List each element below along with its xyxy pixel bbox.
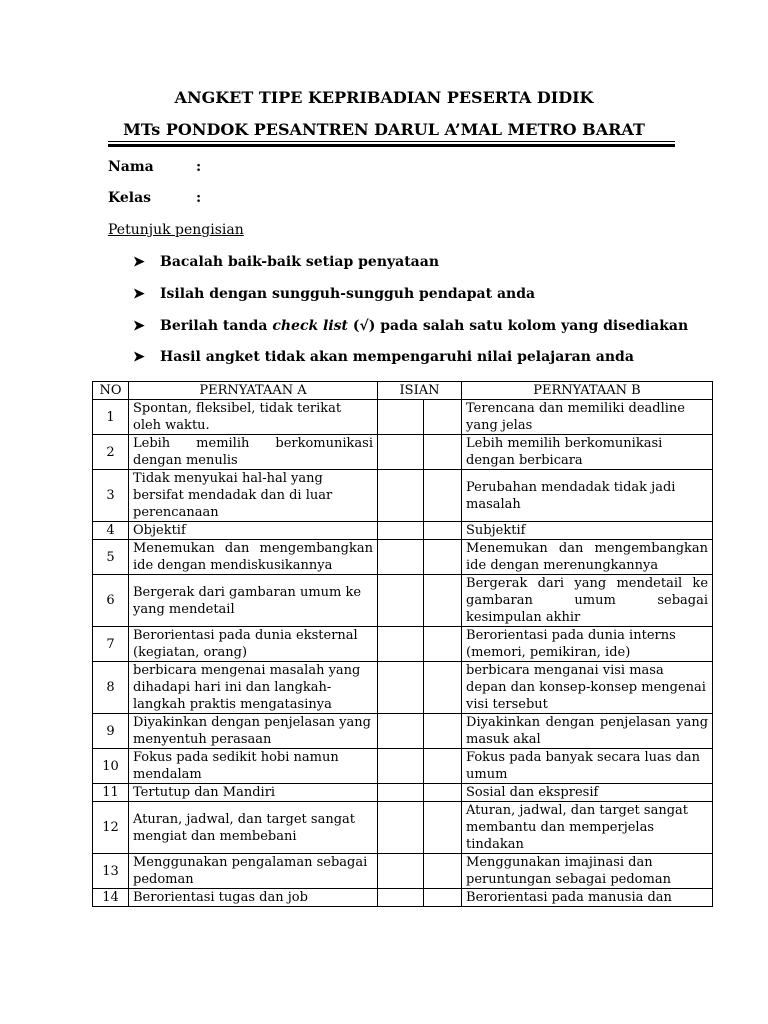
answer-cell-b[interactable] — [424, 749, 462, 784]
row-number: 6 — [93, 575, 129, 627]
row-number: 14 — [93, 889, 129, 907]
header-no: NO — [93, 382, 129, 400]
statement-b: Berorientasi pada dunia interns (memori, pemikiran, ide) — [462, 627, 713, 662]
row-number: 3 — [93, 470, 129, 522]
header-answer: ISIAN — [378, 382, 462, 400]
table-row — [93, 540, 713, 575]
answer-cell-a[interactable] — [378, 522, 424, 540]
questionnaire-table — [92, 381, 713, 907]
arrowhead-bullet-icon: ➤ — [133, 349, 145, 365]
row-number: 1 — [93, 400, 129, 435]
statement-a: Berorientasi tugas dan job — [129, 889, 378, 907]
statement-b: Bergerak dari yang mendetail ke gambaran umum sebagai kesimpulan akhir — [462, 575, 713, 627]
table-row — [93, 470, 713, 522]
table-row — [93, 749, 713, 784]
table-row — [93, 802, 713, 854]
table-row — [93, 714, 713, 749]
table-row — [93, 784, 713, 802]
instruction-item — [133, 286, 535, 302]
arrowhead-bullet-icon: ➤ — [133, 286, 145, 302]
instruction-text-pre: Berilah tanda — [160, 318, 273, 334]
row-number: 5 — [93, 540, 129, 575]
instruction-item — [133, 349, 634, 365]
name-label: Nama — [108, 159, 154, 175]
statement-a: berbicara mengenai masalah yang dihadapi hari ini dan langkah-langkah praktis mengatasinya — [129, 662, 378, 714]
table-row — [93, 575, 713, 627]
answer-cell-a[interactable] — [378, 575, 424, 627]
statement-a: Tertutup dan Mandiri — [129, 784, 378, 802]
answer-cell-a[interactable] — [378, 470, 424, 522]
answer-cell-b[interactable] — [424, 627, 462, 662]
table-header-row — [93, 382, 713, 400]
row-number: 8 — [93, 662, 129, 714]
document-title: ANGKET TIPE KEPRIBADIAN PESERTA DIDIK — [174, 88, 594, 107]
row-number: 11 — [93, 784, 129, 802]
row-number: 7 — [93, 627, 129, 662]
statement-b: Lebih memilih berkomunikasi dengan berbicara — [462, 435, 713, 470]
statement-b: Menemukan dan mengembangkan ide dengan merenungkannya — [462, 540, 713, 575]
statement-a: Menemukan dan mengembangkan ide dengan mendiskusikannya — [129, 540, 378, 575]
statement-a: Spontan, fleksibel, tidak terikat oleh waktu. — [129, 400, 378, 435]
class-colon: : — [196, 190, 202, 206]
instruction-text: Isilah dengan sungguh-sungguh pendapat anda — [160, 286, 536, 302]
header-statement-a: PERNYATAAN A — [129, 382, 378, 400]
row-number: 4 — [93, 522, 129, 540]
statement-b: Berorientasi pada manusia dan — [462, 889, 713, 907]
class-label: Kelas — [108, 190, 152, 206]
instruction-text-post: (√) pada salah satu kolom yang disediakan — [348, 318, 689, 334]
row-number: 13 — [93, 854, 129, 889]
instruction-text: Bacalah baik-baik setiap penyataan — [160, 254, 439, 270]
title-rule-thick — [108, 144, 675, 147]
instruction-item — [133, 318, 688, 334]
answer-cell-b[interactable] — [424, 714, 462, 749]
answer-cell-a[interactable] — [378, 784, 424, 802]
answer-cell-a[interactable] — [378, 889, 424, 907]
statement-b: Subjektif — [462, 522, 713, 540]
statement-b: Diyakinkan dengan penjelasan yang masuk akal — [462, 714, 713, 749]
instructions-heading: Petunjuk pengisian — [108, 222, 244, 238]
table-row — [93, 627, 713, 662]
table-row — [93, 522, 713, 540]
statement-a: Bergerak dari gambaran umum ke yang mendetail — [129, 575, 378, 627]
row-number: 12 — [93, 802, 129, 854]
statement-b: Fokus pada banyak secara luas dan umum — [462, 749, 713, 784]
answer-cell-a[interactable] — [378, 627, 424, 662]
title-rule-thin — [108, 141, 675, 142]
statement-b: Sosial dan ekspresif — [462, 784, 713, 802]
answer-cell-a[interactable] — [378, 662, 424, 714]
statement-b: Terencana dan memiliki deadline yang jelas — [462, 400, 713, 435]
arrowhead-bullet-icon: ➤ — [133, 318, 145, 334]
table-row — [93, 435, 713, 470]
answer-cell-b[interactable] — [424, 802, 462, 854]
name-field — [108, 159, 202, 175]
answer-cell-b[interactable] — [424, 854, 462, 889]
row-number: 10 — [93, 749, 129, 784]
table-row — [93, 662, 713, 714]
instruction-item — [133, 254, 439, 270]
statement-b: Perubahan mendadak tidak jadi masalah — [462, 470, 713, 522]
statement-b: berbicara menganai visi masa depan dan konsep-konsep mengenai visi tersebut — [462, 662, 713, 714]
statement-a: Menggunakan pengalaman sebagai pedoman — [129, 854, 378, 889]
instruction-text-italic: check list — [272, 318, 349, 334]
answer-cell-b[interactable] — [424, 470, 462, 522]
table-row — [93, 889, 713, 907]
row-number: 9 — [93, 714, 129, 749]
answer-cell-a[interactable] — [378, 749, 424, 784]
class-field — [108, 190, 202, 206]
answer-cell-b[interactable] — [424, 435, 462, 470]
answer-cell-b[interactable] — [424, 575, 462, 627]
statement-a: Diyakinkan dengan penjelasan yang menyentuh perasaan — [129, 714, 378, 749]
instruction-text: Hasil angket tidak akan mempengaruhi nilai pelajaran anda — [160, 349, 634, 365]
table-row — [93, 854, 713, 889]
answer-cell-a[interactable] — [378, 435, 424, 470]
row-number: 2 — [93, 435, 129, 470]
answer-cell-b[interactable] — [424, 784, 462, 802]
arrowhead-bullet-icon: ➤ — [133, 254, 145, 270]
answer-cell-a[interactable] — [378, 400, 424, 435]
answer-cell-b[interactable] — [424, 662, 462, 714]
header-statement-b: PERNYATAAN B — [462, 382, 713, 400]
name-colon: : — [196, 159, 202, 175]
statement-b: Aturan, jadwal, dan target sangat membantu dan memperjelas tindakan — [462, 802, 713, 854]
statement-a: Aturan, jadwal, dan target sangat mengiat dan membebani — [129, 802, 378, 854]
document-subtitle: MTs PONDOK PESANTREN DARUL A’MAL METRO BARAT — [123, 120, 645, 139]
table-row — [93, 400, 713, 435]
answer-cell-b[interactable] — [424, 400, 462, 435]
answer-cell-b[interactable] — [424, 540, 462, 575]
statement-a: Fokus pada sedikit hobi namun mendalam — [129, 749, 378, 784]
statement-a: Berorientasi pada dunia eksternal (kegiatan, orang) — [129, 627, 378, 662]
answer-cell-b[interactable] — [424, 889, 462, 907]
statement-a: Lebih memilih berkomunikasi dengan menulis — [129, 435, 378, 470]
answer-cell-a[interactable] — [378, 540, 424, 575]
answer-cell-a[interactable] — [378, 854, 424, 889]
answer-cell-a[interactable] — [378, 714, 424, 749]
answer-cell-b[interactable] — [424, 522, 462, 540]
statement-b: Menggunakan imajinasi dan peruntungan sebagai pedoman — [462, 854, 713, 889]
answer-cell-a[interactable] — [378, 802, 424, 854]
statement-a: Objektif — [129, 522, 378, 540]
statement-a: Tidak menyukai hal-hal yang bersifat mendadak dan di luar perencanaan — [129, 470, 378, 522]
